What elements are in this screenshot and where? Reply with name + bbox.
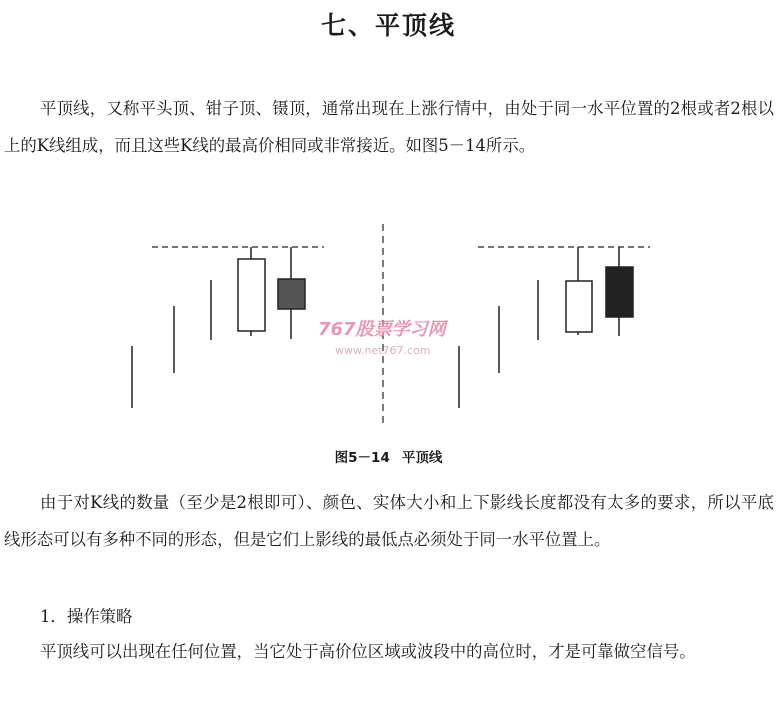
- strategy-paragraph: 平顶线可以出现在任何位置，当它处于高价位区域或波段中的高位时，才是可靠做空信号。: [40, 642, 696, 661]
- right-dark-candle-body: [606, 267, 633, 317]
- description-paragraph: 由于对K线的数量（至少是2根即可）、颜色、实体大小和上下影线长度都没有太多的要求，所以平底线形态可以有多种不同的形态，但是它们上影线的最低点必须处于同一水平位置上。: [4, 493, 774, 549]
- figure-title: 平顶线: [401, 450, 443, 466]
- left-white-candle-body: [238, 259, 265, 331]
- watermark-logo: 767股票学习网: [318, 319, 446, 340]
- figure-caption: [0, 446, 777, 466]
- strategy-heading: 1．操作策略: [40, 607, 133, 626]
- left-dark-candle-body: [278, 279, 305, 309]
- candlestick-figure: [0, 218, 777, 448]
- watermark-url: www.net767.com: [335, 344, 431, 357]
- section-title: 七、平顶线: [320, 11, 456, 40]
- flat-top-diagram: [0, 218, 777, 448]
- figure-label: 图5－14: [334, 450, 390, 466]
- intro-paragraph: 平顶线，又称平头顶、钳子顶、镊顶，通常出现在上涨行情中，由处于同一水平位置的2根或者2根以上的K线组成，而且这些K线的最高价相同或非常接近。如图5－14所示。: [4, 99, 774, 155]
- right-white-candle-body: [566, 281, 592, 332]
